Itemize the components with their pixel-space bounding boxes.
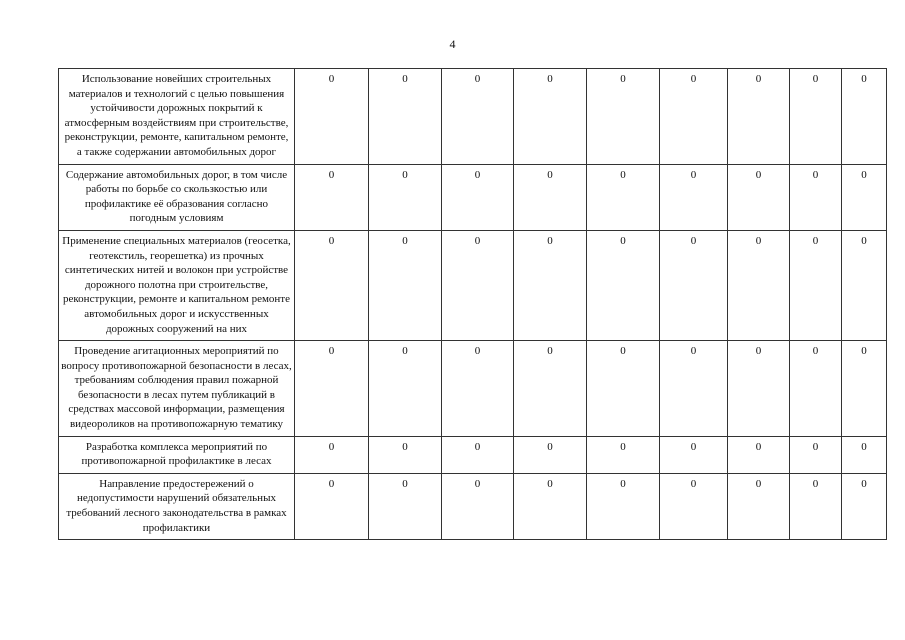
row-value-cell: 0 — [728, 473, 790, 539]
row-value-cell: 0 — [369, 230, 442, 340]
row-value-cell: 0 — [790, 230, 842, 340]
row-value-cell: 0 — [442, 436, 514, 473]
row-value-cell: 0 — [728, 341, 790, 437]
row-value-cell: 0 — [728, 230, 790, 340]
row-value-cell: 0 — [295, 230, 369, 340]
row-value-cell: 0 — [587, 230, 660, 340]
row-value-cell: 0 — [790, 473, 842, 539]
row-value-cell: 0 — [295, 164, 369, 230]
table-row — [59, 69, 887, 165]
row-value-cell: 0 — [442, 69, 514, 165]
row-value-cell: 0 — [842, 230, 887, 340]
row-value-cell: 0 — [442, 230, 514, 340]
row-value-cell: 0 — [728, 164, 790, 230]
row-value-cell: 0 — [514, 436, 587, 473]
row-value-cell: 0 — [790, 69, 842, 165]
row-value-cell: 0 — [728, 436, 790, 473]
row-value-cell: 0 — [514, 341, 587, 437]
table-row — [59, 230, 887, 340]
row-value-cell: 0 — [660, 69, 728, 165]
row-value-cell: 0 — [728, 69, 790, 165]
row-label: Использование новейших строительных материалов и технологий с целью повышения устойчивости дорожных покрытий к атмосферным воздействиям при строительстве, реконструкции, ремонте, капитальном ремонте, а также содержании автомобильных дорог — [59, 69, 295, 165]
row-value-cell: 0 — [295, 69, 369, 165]
row-value-cell: 0 — [790, 436, 842, 473]
row-value-cell: 0 — [660, 164, 728, 230]
row-value-cell: 0 — [660, 230, 728, 340]
page-number: 4 — [449, 37, 456, 51]
row-label: Проведение агитационных мероприятий по вопросу противопожарной безопасности в лесах, требованиям соблюдения правил пожарной безопасности в лесах путем публикаций в средствах массовой информации, размещения видеороликов на противопожарную тематику — [59, 341, 295, 437]
row-value-cell: 0 — [442, 473, 514, 539]
row-label: Направление предостережений о недопустимости нарушений обязательных требований лесного законодательства в рамках профилактики — [59, 473, 295, 539]
row-value-cell: 0 — [295, 473, 369, 539]
row-value-cell: 0 — [660, 436, 728, 473]
row-value-cell: 0 — [842, 436, 887, 473]
row-value-cell: 0 — [842, 341, 887, 437]
row-value-cell: 0 — [842, 164, 887, 230]
row-value-cell: 0 — [842, 69, 887, 165]
row-value-cell: 0 — [514, 230, 587, 340]
row-value-cell: 0 — [587, 341, 660, 437]
row-label: Содержание автомобильных дорог, в том числе работы по борьбе со скользкостью или профилактике её образования согласно погодным условиям — [59, 164, 295, 230]
row-value-cell: 0 — [660, 341, 728, 437]
row-value-cell: 0 — [295, 436, 369, 473]
row-value-cell: 0 — [587, 69, 660, 165]
row-value-cell: 0 — [790, 164, 842, 230]
row-value-cell: 0 — [514, 164, 587, 230]
row-value-cell: 0 — [514, 473, 587, 539]
row-value-cell: 0 — [369, 473, 442, 539]
row-label: Разработка комплекса мероприятий по противопожарной профилактике в лесах — [59, 436, 295, 473]
row-value-cell: 0 — [587, 436, 660, 473]
row-value-cell: 0 — [442, 341, 514, 437]
row-value-cell: 0 — [514, 69, 587, 165]
row-value-cell: 0 — [295, 341, 369, 437]
row-value-cell: 0 — [790, 341, 842, 437]
table-row — [59, 436, 887, 473]
row-value-cell: 0 — [369, 341, 442, 437]
row-value-cell: 0 — [587, 164, 660, 230]
table-row — [59, 164, 887, 230]
row-value-cell: 0 — [587, 473, 660, 539]
row-value-cell: 0 — [660, 473, 728, 539]
row-value-cell: 0 — [369, 164, 442, 230]
row-value-cell: 0 — [442, 164, 514, 230]
row-value-cell: 0 — [369, 69, 442, 165]
row-label: Применение специальных материалов (геосетка, геотекстиль, георешетка) из прочных синтетических нитей и волокон при устройстве дорожного полотна при строительстве, реконструкции, ремонте и капитальном ремонте автомобильных дорог и искусственных дорожных сооружений на них — [59, 230, 295, 340]
row-value-cell: 0 — [369, 436, 442, 473]
row-value-cell: 0 — [842, 473, 887, 539]
table-row — [59, 341, 887, 437]
table-row — [59, 473, 887, 539]
measures-table — [58, 68, 887, 540]
